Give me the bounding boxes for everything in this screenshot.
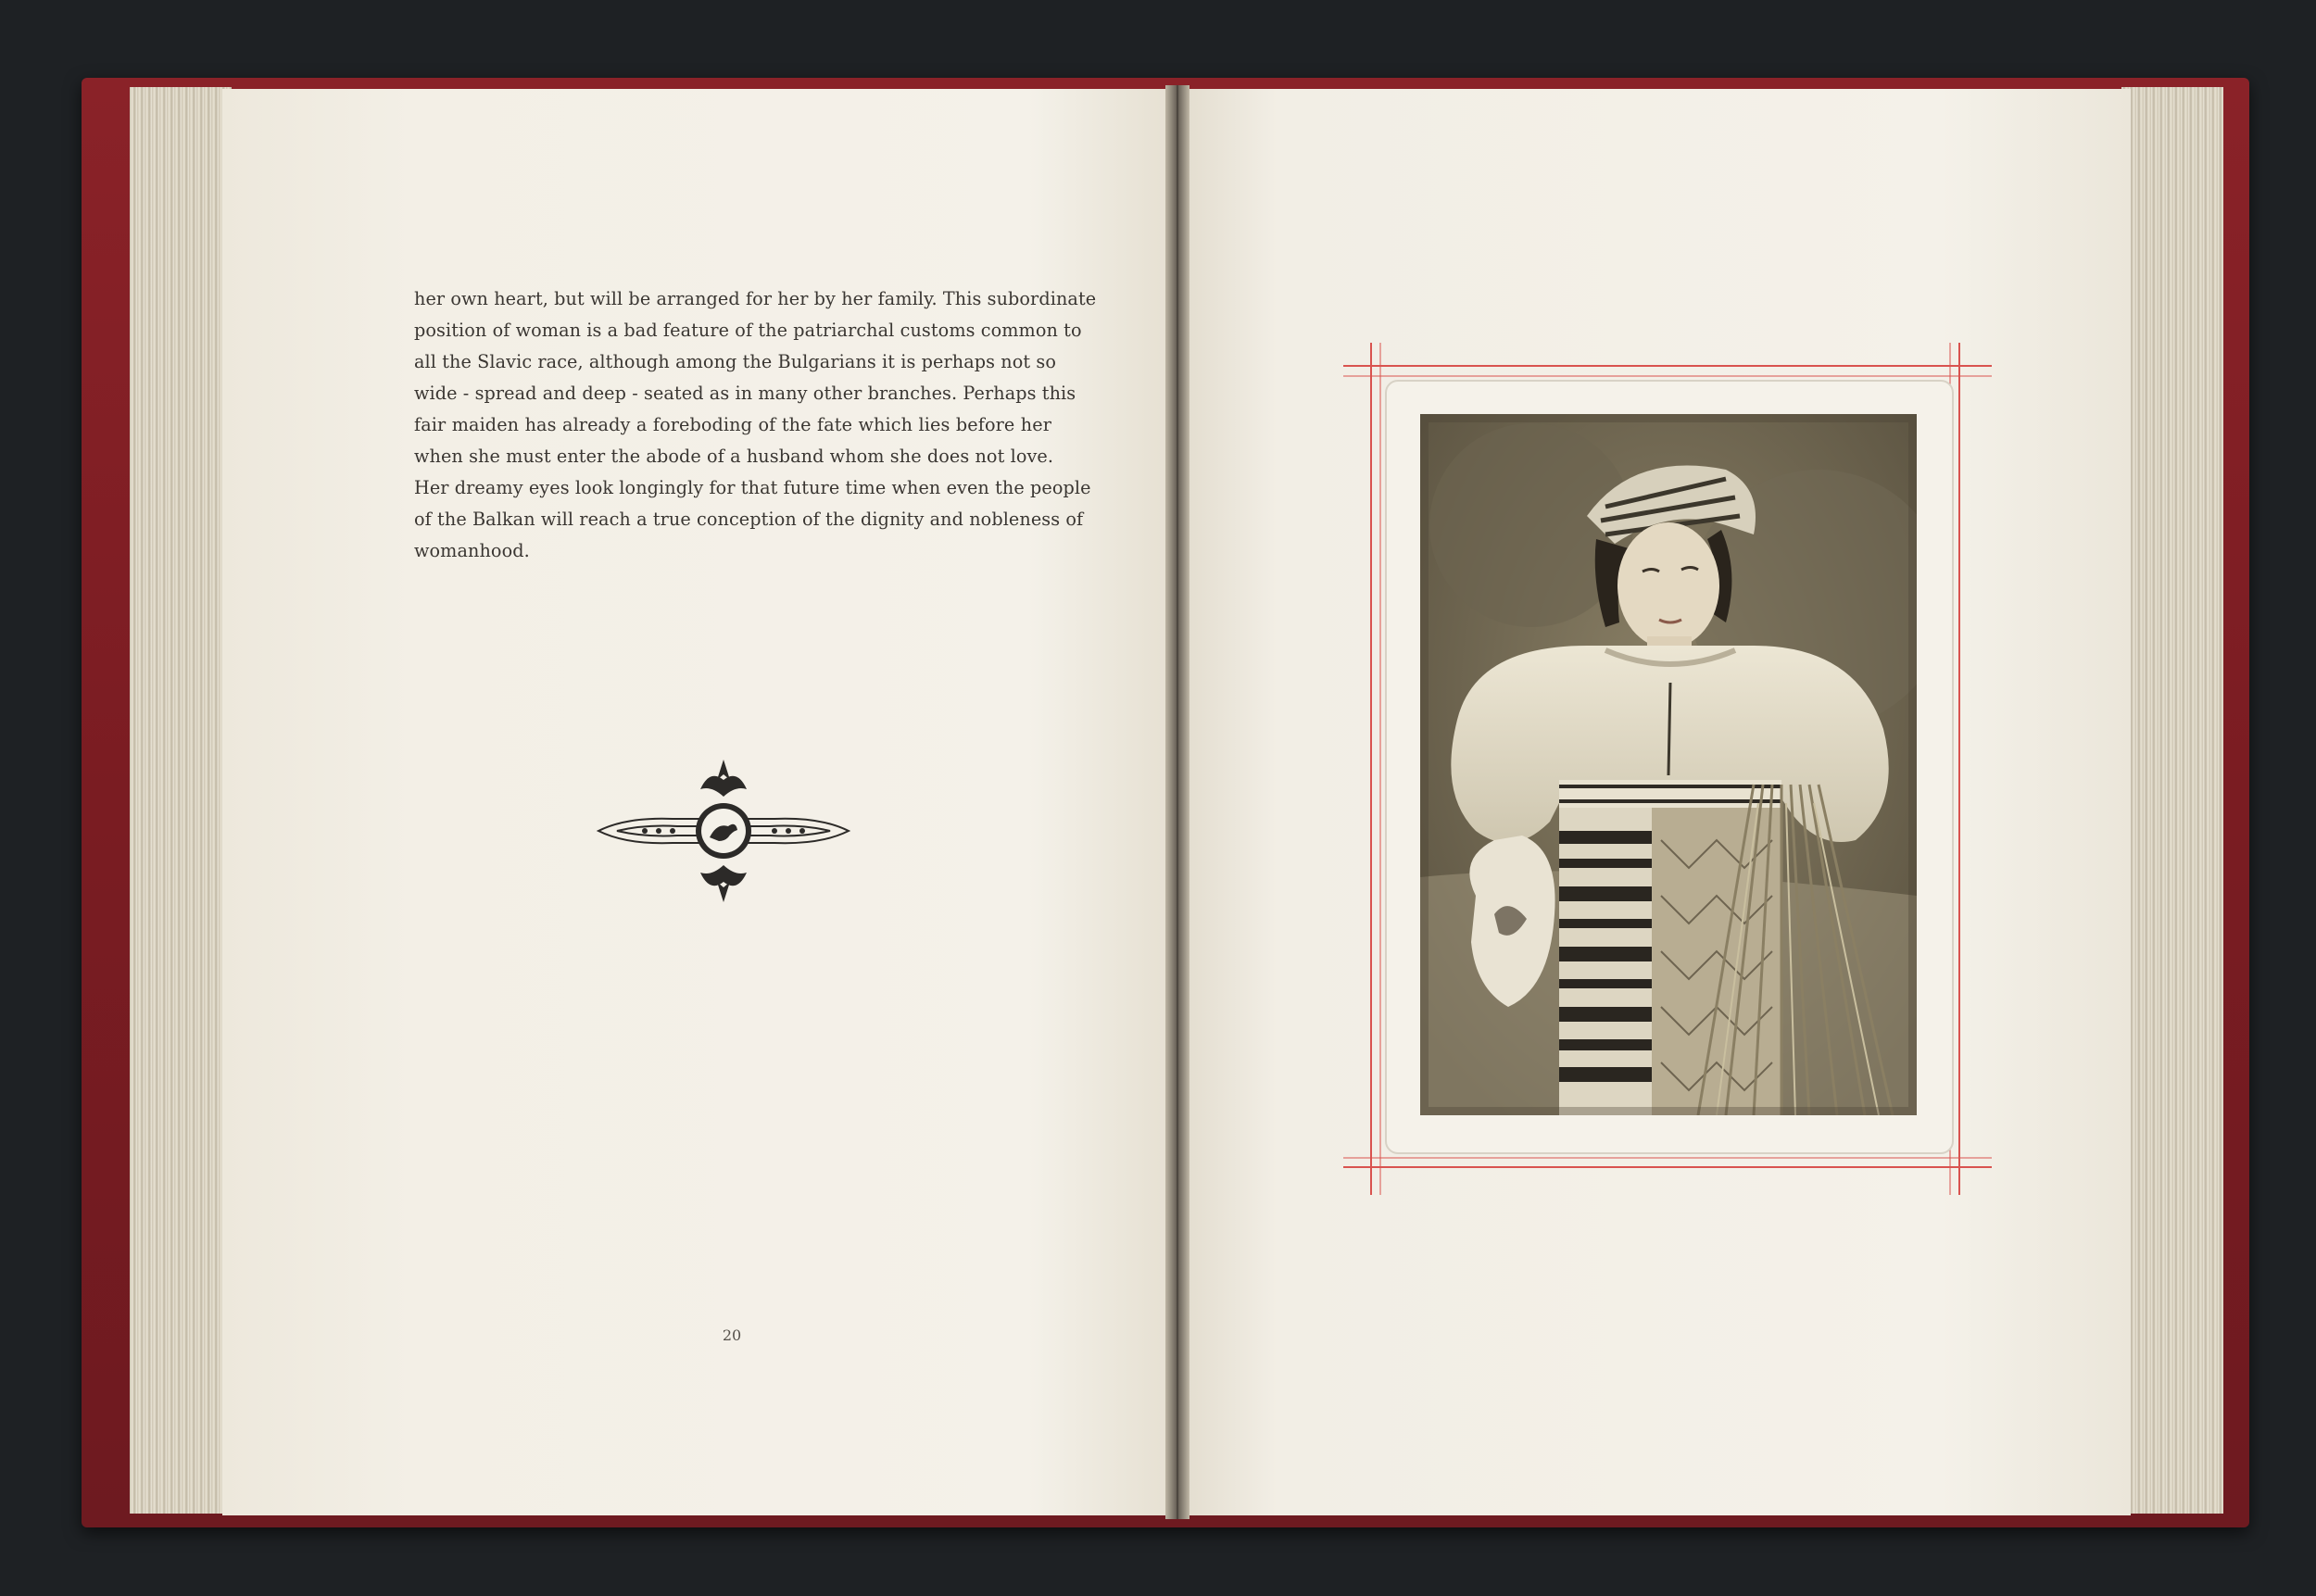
text-line: all the Slavic race, although among the Bulgarians it is perhaps not so (414, 351, 1056, 372)
book-gutter (1165, 85, 1189, 1519)
text-line: position of woman is a bad feature of the patriarchal customs common to (414, 320, 1082, 341)
text-line: womanhood. (414, 540, 530, 561)
page-edges-left (130, 87, 232, 1514)
portrait-photograph (1420, 414, 1917, 1115)
page-edges-right (2121, 87, 2223, 1514)
decorative-vignette-icon (589, 752, 858, 910)
text-line: of the Balkan will reach a true conception of the dignity and nobleness of (414, 509, 1084, 530)
text-line: her own heart, but will be arranged for her by her family. This subordinate (414, 288, 1097, 309)
page-number: 20 (722, 1326, 742, 1344)
text-line: fair maiden has already a foreboding of the fate which lies before her (414, 414, 1051, 435)
text-line: wide - spread and deep - seated as in many other branches. Perhaps this (414, 383, 1076, 404)
text-line: when she must enter the abode of a husband whom she does not love. (414, 446, 1054, 467)
text-line: Her dreamy eyes look longingly for that future time when even the people (414, 477, 1091, 498)
body-text (414, 283, 1097, 567)
